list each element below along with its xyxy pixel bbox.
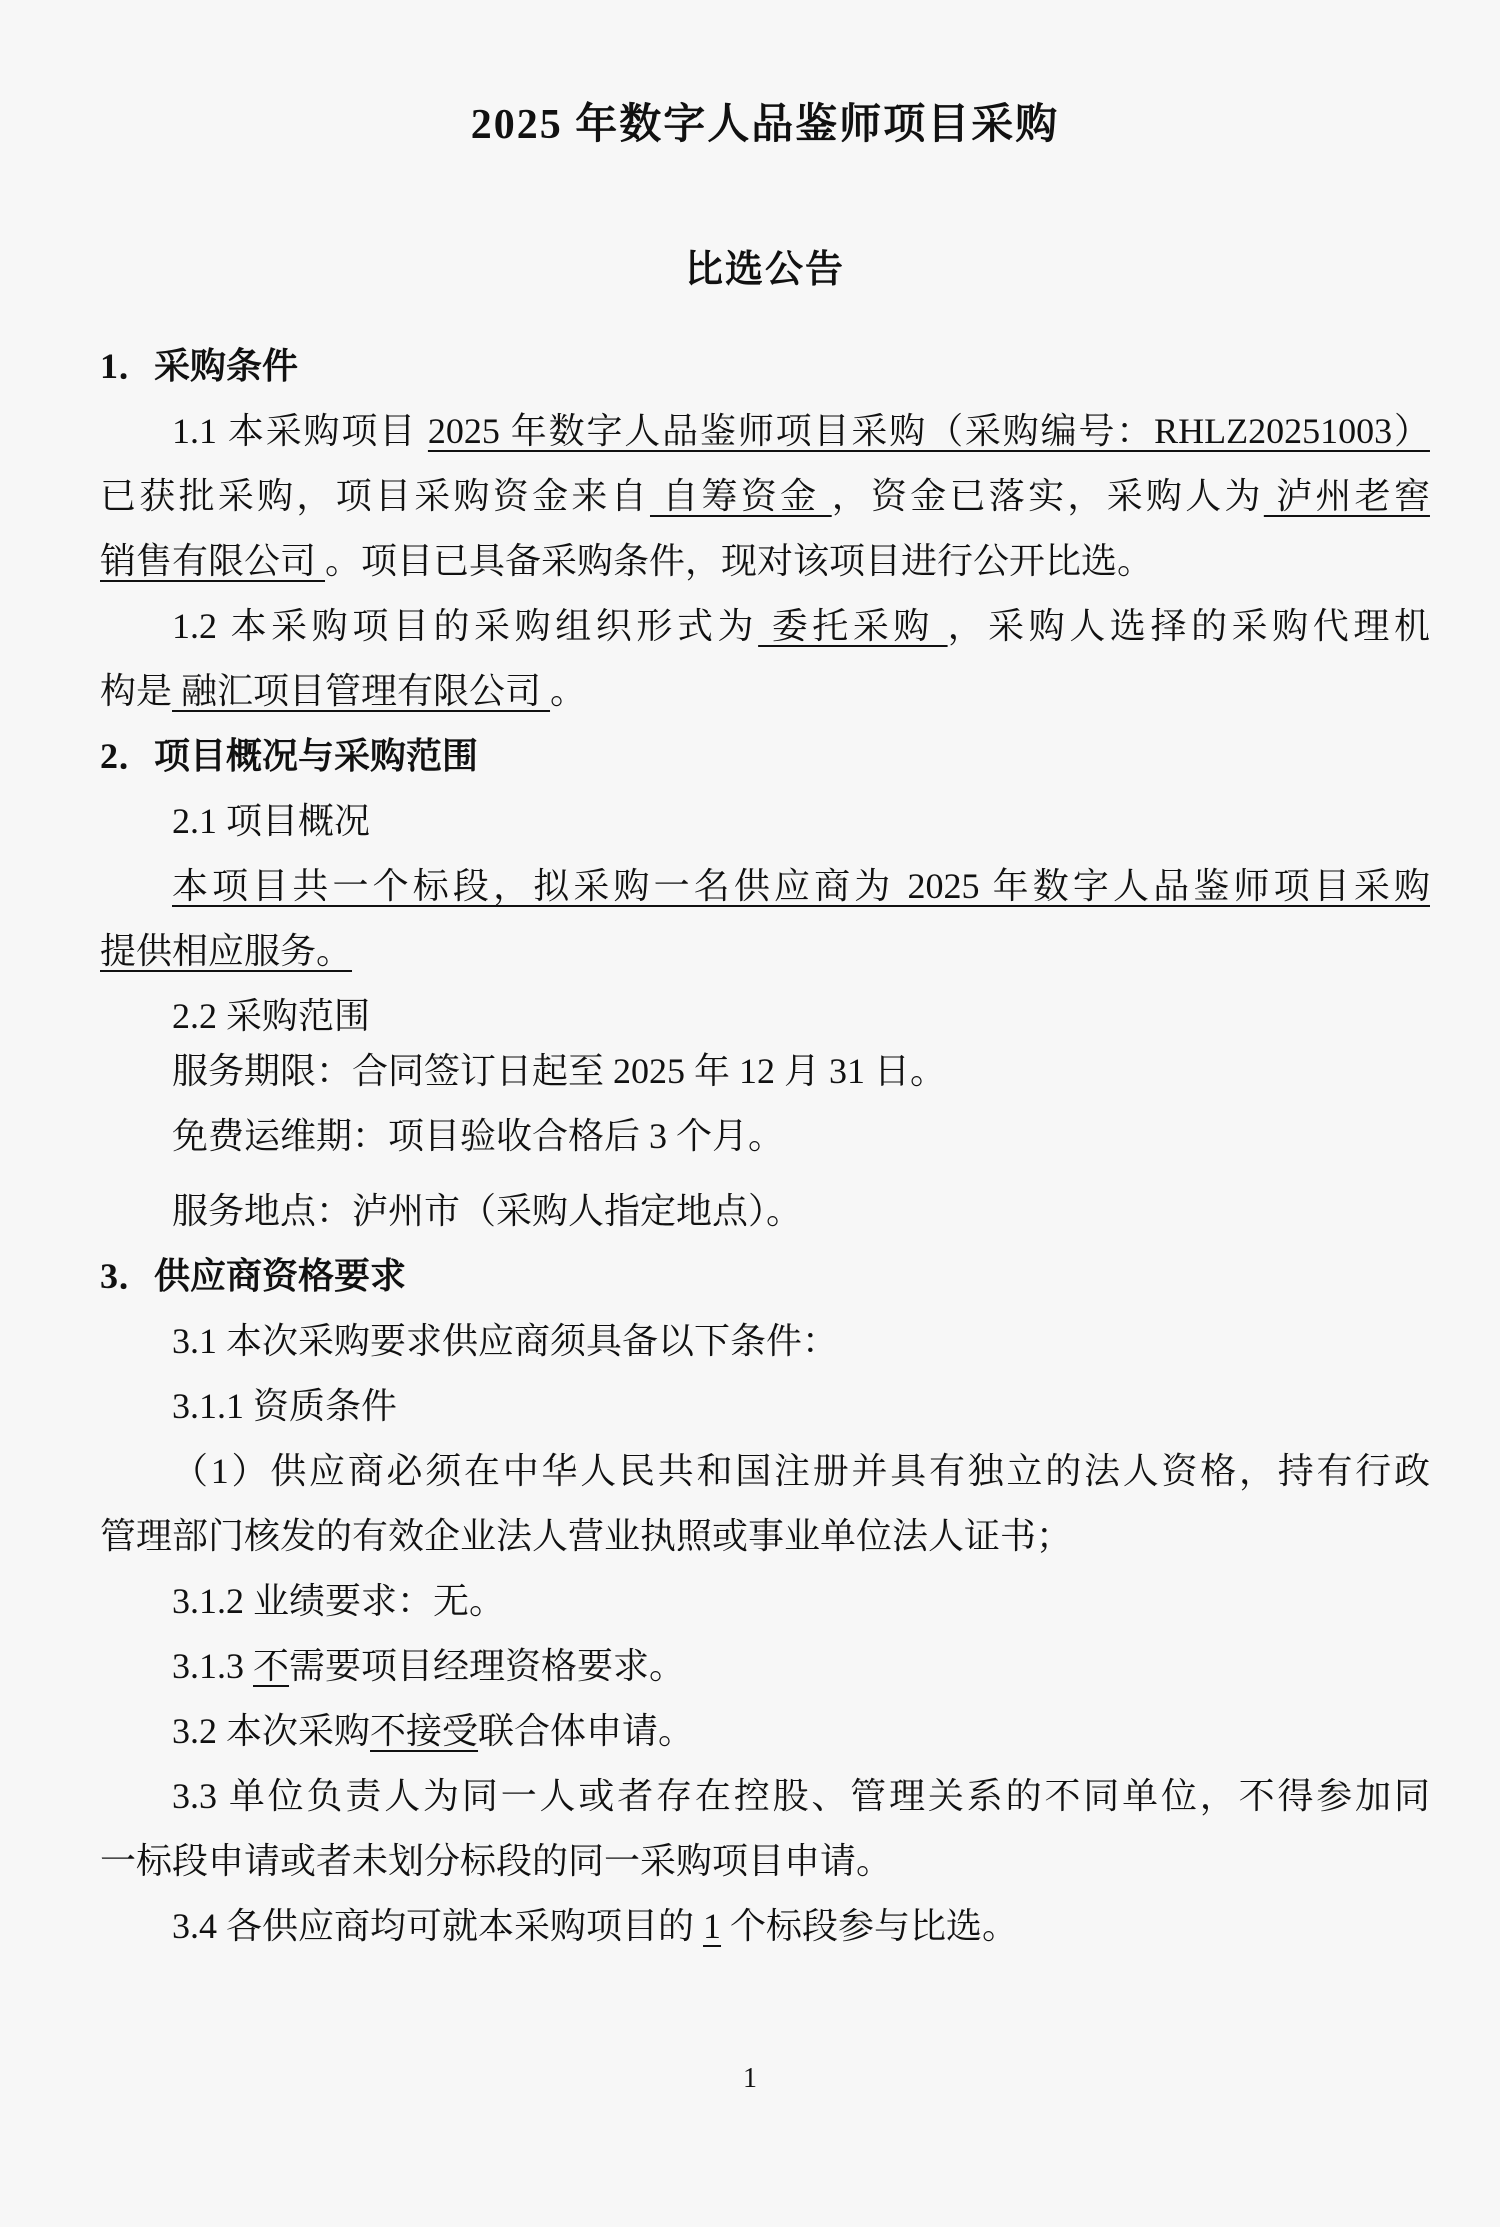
section-heading xyxy=(100,334,1430,399)
text-segment: 2．项目概况与采购范围 xyxy=(100,736,479,776)
document-line xyxy=(100,1634,1430,1699)
text-segment: 。 xyxy=(550,671,587,711)
underlined-text-segment: 泸州老窖 xyxy=(1263,476,1430,516)
text-segment: 3.4 各供应商均可就本采购项目的 xyxy=(172,1906,704,1946)
document-line xyxy=(100,659,1430,724)
section-heading xyxy=(100,1244,1430,1309)
text-segment: 需要项目经理资格要求。 xyxy=(289,1646,686,1686)
text-segment: 1．采购条件 xyxy=(100,346,299,386)
text-segment: 2.1 项目概况 xyxy=(172,801,371,841)
underlined-text-segment: 2025 年数字人品鉴师项目采购（采购编号：RHLZ20251003） xyxy=(427,411,1430,451)
text-segment: 3.3 单位负责人为同一人或者存在控股、管理关系的不同单位，不得参加同 xyxy=(172,1776,1430,1816)
document-line xyxy=(100,1699,1430,1764)
underlined-text-segment: 不接受 xyxy=(370,1711,479,1751)
text-segment: 已获批采购，项目采购资金来自 xyxy=(100,476,650,516)
document-line xyxy=(100,1309,1430,1374)
text-segment: 3.1 本次采购要求供应商须具备以下条件： xyxy=(172,1321,839,1361)
underlined-text-segment: 融汇项目管理有限公司 xyxy=(172,671,551,711)
text-segment: 管理部门核发的有效企业法人营业执照或事业单位法人证书； xyxy=(100,1516,1073,1556)
text-segment: 构是 xyxy=(100,671,173,711)
text-segment: 免费运维期：项目验收合格后 3 个月。 xyxy=(172,1116,785,1156)
text-segment: 服务期限：合同签订日起至 2025 年 12 月 31 日。 xyxy=(172,1051,947,1091)
document-line xyxy=(100,529,1430,594)
underlined-text-segment: 提供相应服务。 xyxy=(100,931,353,971)
text-segment: 3.1.1 资质条件 xyxy=(172,1386,398,1426)
document-line xyxy=(100,1569,1430,1634)
underlined-text-segment: 本项目共一个标段，拟采购一名供应商为 2025 年数字人品鉴师项目采购 xyxy=(172,866,1430,906)
text-segment: 1.2 本采购项目的采购组织形式为 xyxy=(172,606,759,646)
underlined-text-segment: 自筹资金 xyxy=(649,476,832,516)
document-line xyxy=(100,789,1430,854)
text-segment: 。项目已具备采购条件，现对该项目进行公开比选。 xyxy=(325,541,1154,581)
text-segment: 服务地点：泸州市（采购人指定地点）。 xyxy=(172,1191,803,1231)
text-segment: 3.2 本次采购 xyxy=(172,1711,371,1751)
text-segment: （1）供应商必须在中华人民共和国注册并具有独立的法人资格，持有行政 xyxy=(172,1451,1430,1491)
document-line xyxy=(100,1829,1430,1894)
text-segment: ，资金已落实，采购人为 xyxy=(831,476,1264,516)
document-line xyxy=(100,919,1430,984)
document-line xyxy=(100,594,1430,659)
document-line xyxy=(100,1439,1430,1504)
text-segment: 3.1.3 xyxy=(172,1646,253,1686)
text-segment: 3.1.2 业绩要求：无。 xyxy=(172,1581,506,1621)
document-line xyxy=(100,1039,1430,1104)
document-line xyxy=(100,1504,1430,1569)
underlined-text-segment: 销售有限公司 xyxy=(100,541,326,581)
text-segment: ，采购人选择的采购代理机 xyxy=(947,606,1430,646)
document-title: 2025 年数字人品鉴师项目采购 xyxy=(470,102,1060,148)
document-line xyxy=(100,854,1430,919)
underlined-text-segment: 1 xyxy=(703,1906,722,1946)
underlined-text-segment: 不 xyxy=(253,1646,290,1686)
page-number: 1 xyxy=(743,2063,757,2094)
underlined-text-segment: 委托采购 xyxy=(758,606,948,646)
document-subtitle: 比选公告 xyxy=(684,249,845,291)
text-segment: 一标段申请或者未划分标段的同一采购项目申请。 xyxy=(100,1841,893,1881)
document-line xyxy=(100,464,1430,529)
document-line xyxy=(100,1104,1430,1169)
document-line xyxy=(100,1894,1430,1959)
document-line xyxy=(100,1374,1430,1439)
document-line xyxy=(100,1179,1430,1244)
section-heading xyxy=(100,724,1430,789)
document-line xyxy=(100,399,1430,464)
document-line xyxy=(100,1764,1430,1829)
document-content xyxy=(100,0,1430,1959)
text-segment: 2.2 采购范围 xyxy=(172,996,371,1036)
text-segment: 个标段参与比选。 xyxy=(721,1906,1019,1946)
text-segment: 1.1 本采购项目 xyxy=(172,411,428,451)
text-segment: 联合体申请。 xyxy=(478,1711,695,1751)
document-body xyxy=(100,334,1430,1959)
text-segment: 3．供应商资格要求 xyxy=(100,1256,407,1296)
